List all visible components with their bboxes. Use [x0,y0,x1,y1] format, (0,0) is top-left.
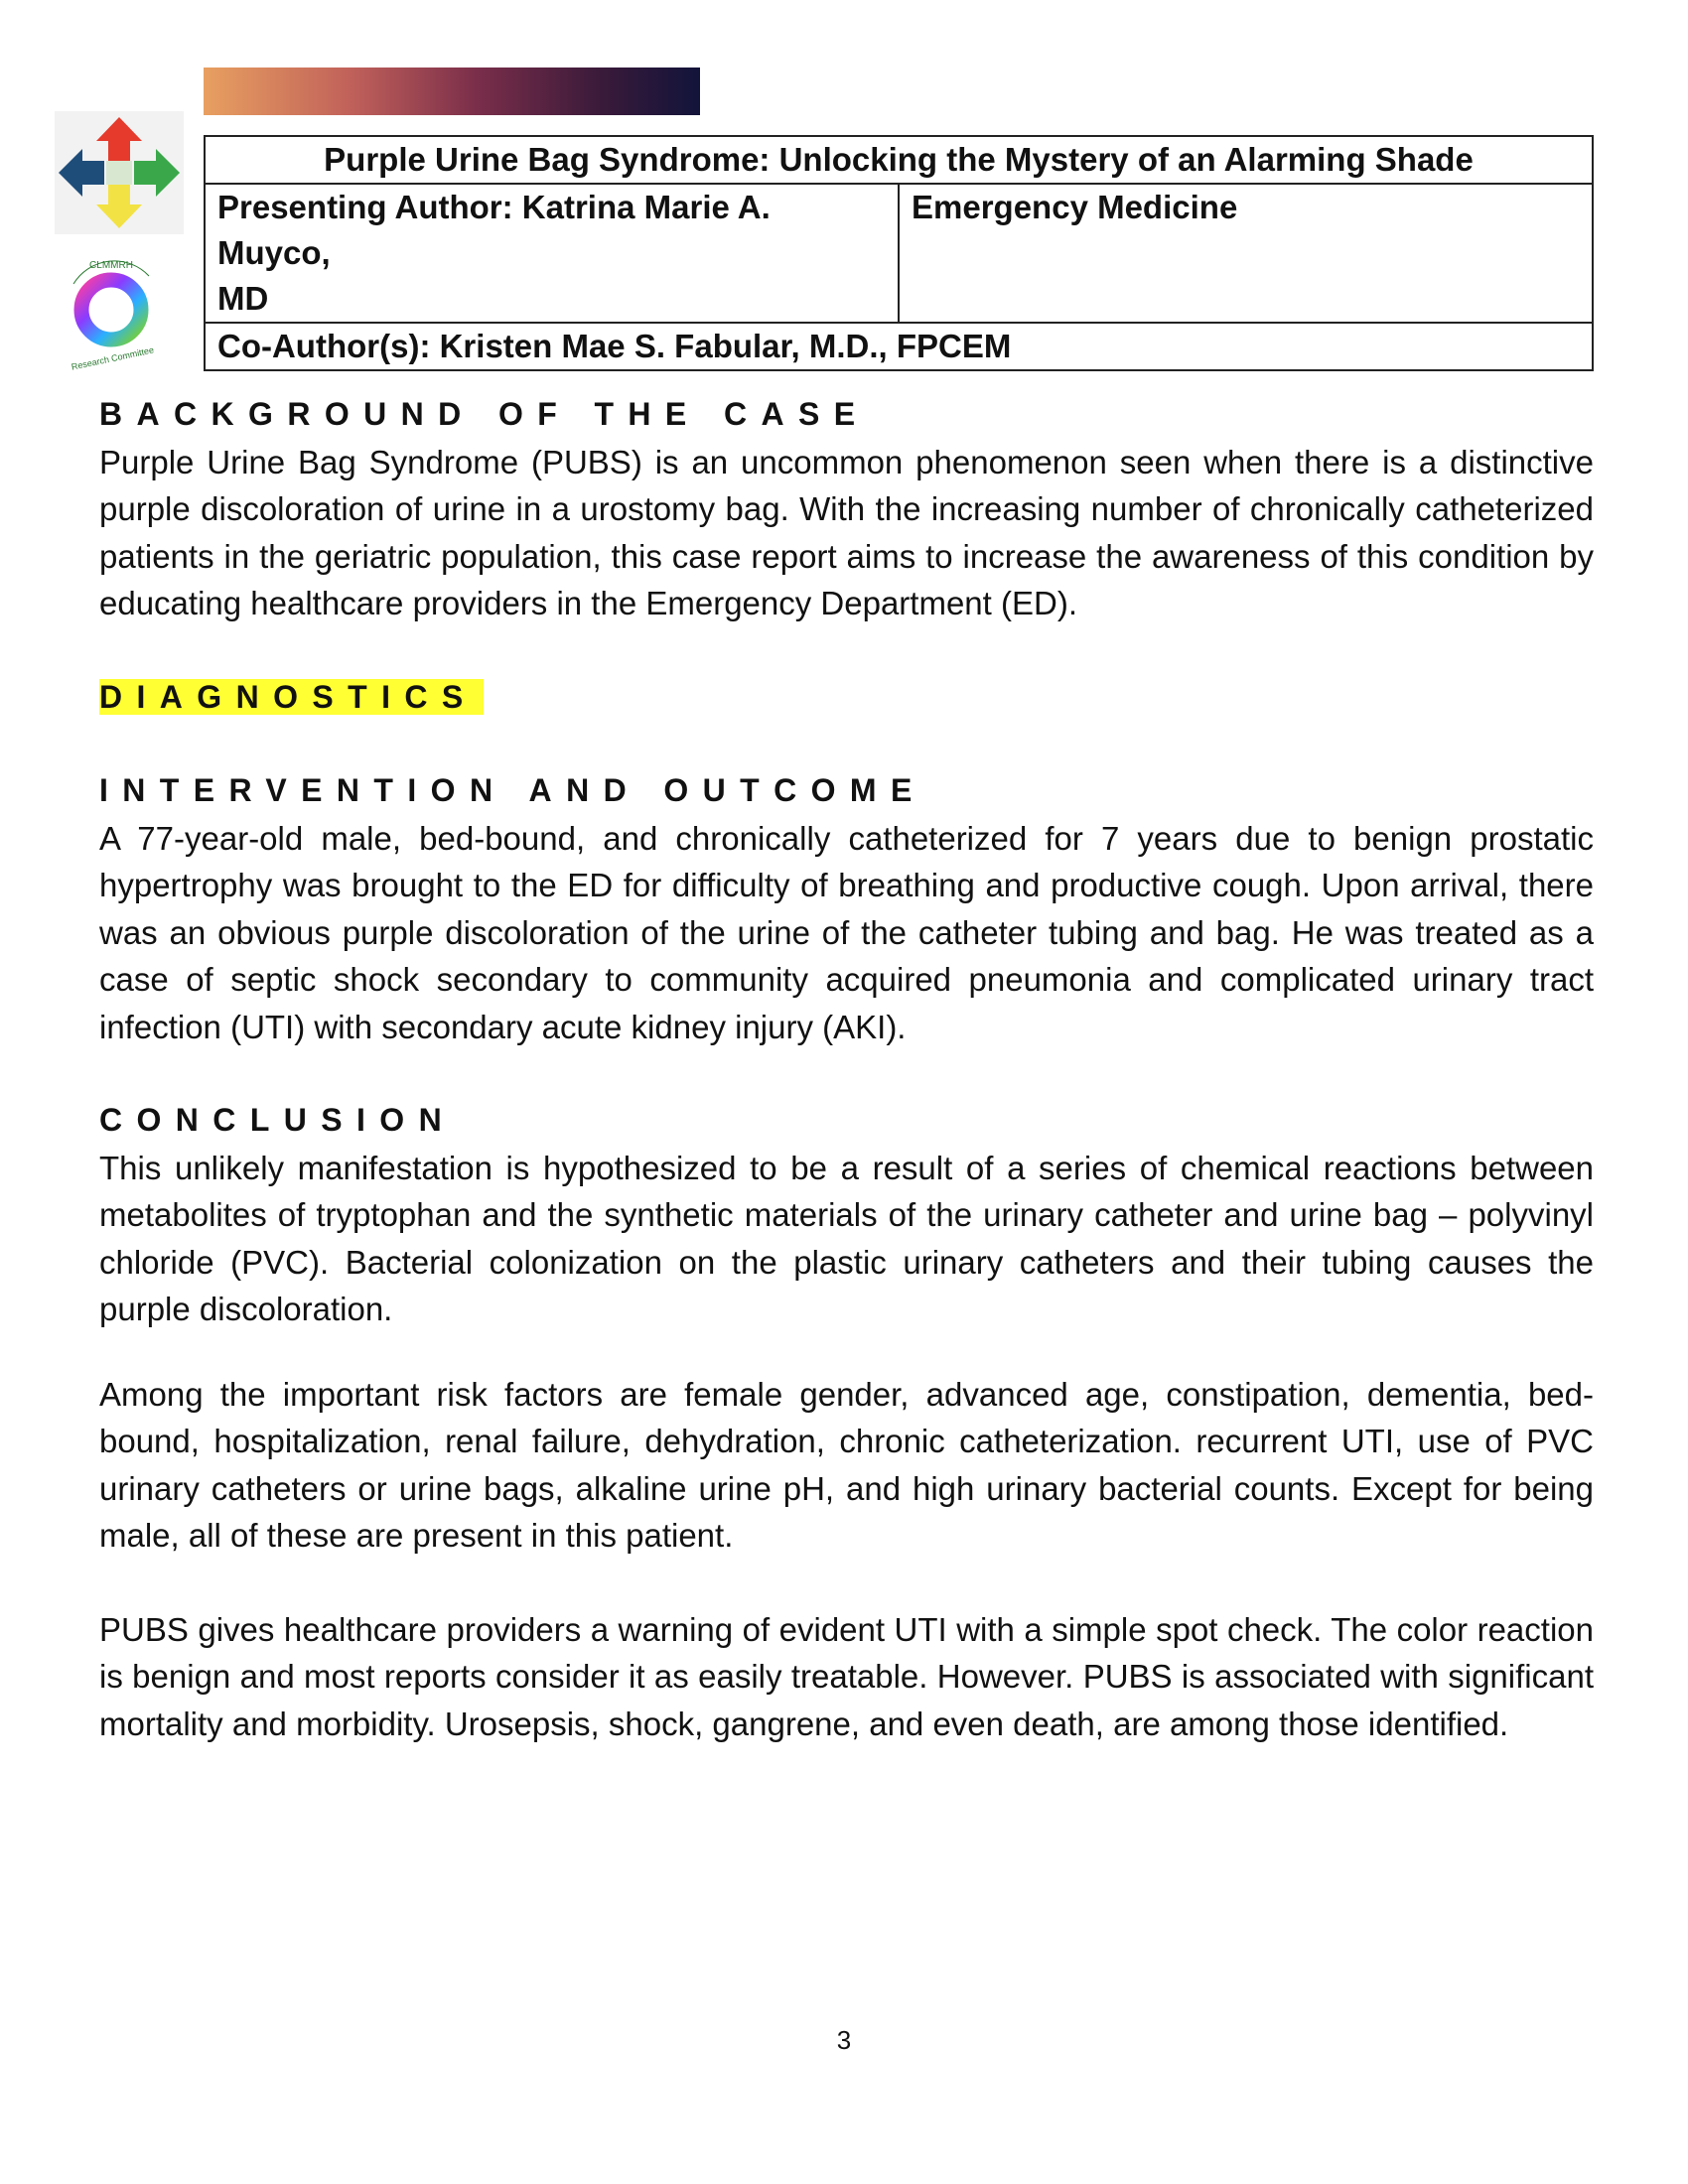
diagnostics-heading: DIAGNOSTICS [99,679,484,715]
logo-committee-text: Research Committee [70,344,155,372]
logo-ring-text: CLMMRH [89,260,133,271]
department-cell: Emergency Medicine [899,184,1593,323]
intervention-heading: INTERVENTION AND OUTCOME [99,772,926,808]
presenting-author-line2: MD [217,280,269,317]
conclusion-heading: CONCLUSION [99,1102,457,1138]
abstract-title: Purple Urine Bag Syndrome: Unlocking the Mystery of an Alarming Shade [205,136,1593,184]
background-text: Purple Urine Bag Syndrome (PUBS) is an uncommon phenomenon seen when there is a distinctive purple discoloration of urine in a urostomy bag. With the increasing number of chronically catheterized patients in the geriatric population, this case report aims to increase the awareness of this condition by educating healthcare providers in the Emergency Department (ED). [99,443,1594,621]
hospital-logo-arrows-icon [55,111,184,234]
co-authors-cell: Co-Author(s): Kristen Mae S. Fabular, M.D., FPCEM [205,323,1593,370]
presenting-author-cell [205,184,899,323]
page-number: 3 [836,2025,852,2055]
decorative-gradient-bar [204,68,700,115]
presenting-author-line1: Presenting Author: Katrina Marie A. Muyco, [217,189,771,271]
intervention-text: A 77-year-old male, bed-bound, and chronically catheterized for 7 years due to benign prostatic hypertrophy was brought to the ED for difficulty of breathing and productive cough. Upon arrival, there was an obvious purple discoloration of the urine of the catheter tubing and bag. He was treated as a case of septic shock secondary to community acquired pneumonia and complicated urinary tract infection (UTI) with secondary acute kidney injury (AKI). [99,819,1594,1045]
abstract-body [99,391,1594,1747]
conclusion-paragraph-2: Among the important risk factors are female gender, advanced age, constipation, dementia, bed-bound, hospitalization, renal failure, dehydration, chronic catheterization. recurrent UTI, use of PVC urinary catheters or urine bags, alkaline urine pH, and high urinary bacterial counts. Except for being male, all of these are present in this patient. [99,1375,1594,1554]
conclusion-paragraph-1: This unlikely manifestation is hypothesized to be a result of a series of chemical reactions between metabolites of tryptophan and the synthetic materials of the urinary catheter and urine bag – polyvinyl chloride (PVC). Bacterial colonization on the plastic urinary catheters and their tubing causes the purple discoloration. [99,1149,1594,1327]
conclusion-paragraph-3: PUBS gives healthcare providers a warning of evident UTI with a simple spot check. The color reaction is benign and most reports consider it as easily treatable. However. PUBS is associated with significant mortality and morbidity. Urosepsis, shock, gangrene, and even death, are among those identified. [99,1610,1594,1742]
abstract-header-table [204,135,1594,371]
background-heading: BACKGROUND OF THE CASE [99,396,870,432]
research-committee-logo-icon [52,246,181,375]
